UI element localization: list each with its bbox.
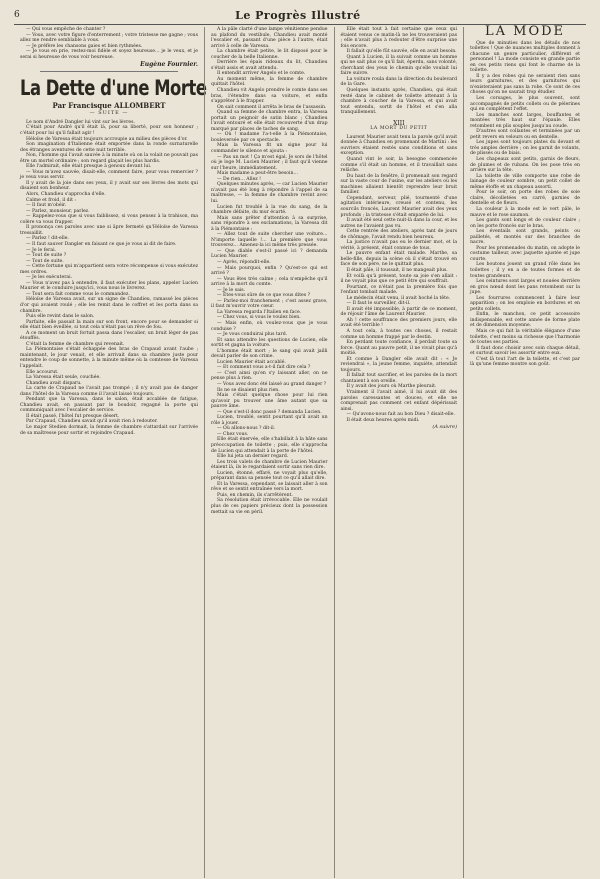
chapter-title: LA MORT DU PETIT: [370, 126, 428, 132]
paragraph: — Parlez ! dit-elle.: [26, 236, 69, 242]
paragraph: — Vous avez donc été laissé au grand danger ?: [217, 382, 327, 387]
paragraph: Les jupes sont toujours plates du devant et très amples derrière ; on les garnit de volants, de plissés ou de biais.: [470, 140, 580, 157]
divider: [40, 71, 178, 72]
paragraph: Les éventails sont grands, peints ou pailletés, et montés sur des branches de nacre.: [470, 229, 580, 246]
paragraph: Il avait été seul cette nuit-là dans la cour, et les autres ne l'avaient pas vu.: [340, 218, 458, 229]
paragraph: — Et comment vous a-t-il fait dire cela ?: [217, 365, 311, 371]
paragraph: Enfin, le manchon, ce petit accessoire indispensable, est cette année de forme plate et de dimension moyenne.: [470, 312, 580, 329]
paragraph: Les corsages, le plus souvent, sont accompagnés de petits collets ou de pèlerines qui en complètent l'effet.: [470, 96, 580, 113]
paragraph: Derrière les épais rideaux du lit, Chandieu s'était assis et avait attendu.: [211, 60, 328, 71]
paragraph: L'homme était mort ; le sang qui avait jailli devait parler de son crime.: [211, 348, 328, 360]
paragraph: Ils ne se disaient plus rien.: [217, 387, 280, 393]
paragraph: La Varessa regarda l'Italien en face.: [217, 309, 302, 315]
paragraph: — Tout de suite.: [26, 258, 64, 264]
paragraph: Il prononça ces paroles avec une si âpre fermeté qu'Héloïse de Varessa tressaillit.: [20, 225, 198, 236]
paragraph: Il était deux heures après midi.: [346, 417, 420, 423]
paragraph: — Vous n'avez pas à entendre, il faut exécuter les plans, appeler Lucien Maurier et le conduire jusqu'ici, vous nous le livrerez.: [20, 280, 198, 292]
paragraph: C'était la femme de chambre qui revenait.: [26, 341, 125, 347]
paragraph: A ce moment un bruit fortuit passa dans l'escalier, un bruit léger de pas étouffés.: [20, 330, 198, 342]
paragraph: — Je le sais.: [217, 287, 246, 293]
paragraph: A tout cela, à toutes ces choses, il restait comme un homme frappé par le destin.: [340, 328, 458, 340]
column-2: [204, 27, 334, 878]
paragraph: — Mais enfin, où voulez-vous que je vous conduise ?: [211, 320, 328, 332]
paragraph: Le médecin était venu, il avait hoché la tête.: [346, 295, 451, 301]
paragraph: Les manches sont larges, bouffantes et montées très haut sur l'épaule. Elles retombent en plis souples jusqu'au coude.: [470, 112, 580, 129]
paragraph: — Après, répondit-elle.: [217, 259, 271, 265]
paragraph: Pour les promenades du matin, on adopte le costume tailleur, avec jaquette ajustée et jupe courte.: [470, 245, 580, 262]
article-columns: [14, 24, 586, 878]
paragraph: Pendant que la Varessa, dans le salon, était accablée de fatigue, Chandieu avait, en passant par le boudoir, regagné la porte qui communiquait avec l'escalier de service.: [20, 397, 198, 414]
paragraph: Du haut de la fenêtre, il promenait son regard sur la vaste cour de l'usine, sur les ateliers où les machines allaient bientôt reprendre leur bruit familier.: [340, 173, 458, 196]
intro-text: [20, 27, 198, 60]
paragraph: Elle était tout à fait certaine que ceux qui étaient venus ce matin-là ne les trouveraient pas ; elle n'avait plus à redouter d'être surprise une fois encore.: [340, 27, 458, 49]
paragraph: — Où ! madame l'a-t-elle à la Piémontaise, bouleversée par ce spectacle.: [211, 132, 328, 143]
paragraph: — Tout de suite ?: [26, 253, 67, 259]
paragraph: — Il faut sauver Dangler en faisant ce que je vous ai dit de faire.: [26, 241, 177, 247]
paragraph: Les boutons jouent un grand rôle dans les toilettes ; il y en a de toutes formes et de toutes grandeurs.: [470, 262, 580, 279]
paragraph: Chandieu avait disparu.: [26, 380, 82, 386]
paragraph: Chandieu vit Angelo prendre le comte dans ses bras, l'étendre dans sa voiture, et enfin s'apprêter à le frapper.: [211, 88, 328, 105]
paragraph: Mais sans prêter d'attention à sa surprise, sans répondre à ses exclamations, la Varessa dit à la Piémontaise :: [211, 215, 328, 232]
paragraph: Il faut donc choisir avec soin chaque détail, et surtout savoir les assortir entre eux.: [470, 345, 580, 357]
paragraph: — Vous, avec votre figure d'enterrement ; votre tristesse me gagne ; vous allez me rendre semblable à vous.: [20, 32, 198, 44]
paragraph: Il entendit arriver Angelo et le comte.: [217, 71, 306, 77]
paragraph: Elle lui jeta un dernier regard.: [217, 454, 289, 460]
paragraph: Le pauvre enfant était malade. Marthe, sa belle-fille, depuis la scène où il s'était trouvé en face de son père, ne le quittait plus.: [340, 251, 458, 268]
paragraph: — Allez tout de suite chercher une voiture… N'importe laquelle !… La première que vous trouverez… Amenez-la ici même très pressée.: [211, 232, 328, 249]
paragraph: Lucien, troublé, sentit pourtant qu'il avait un rôle à jouer.: [211, 415, 328, 426]
paragraph: Héloïse de Varessa avait, sur un signe de Chandieu, ramassé les pièces d'or qui avaient roulé ; elle les remit dans le coffret et les porta dans sa chambre.: [20, 297, 198, 314]
paragraph: — Où allons-nous ? dit-il.: [217, 426, 276, 432]
paragraph: — Que diable s'est-il passé ici ? demanda Lucien Maurier.: [211, 248, 328, 260]
paragraph: — Mais pourquoi, enfin ? Qu'est-ce qui est arrivé ?: [211, 265, 328, 277]
paragraph: Quelques instants après, Chandieu, qui était resté dans le cabinet de toilette attenant à la chambre à coucher de la Varessa, et qui avait tout entendu, sortit de l'hôtel et s'en alla tranquillement.: [340, 88, 458, 116]
paragraph: Et sans attendre les questions de Lucien, elle sortit et gagna la voiture.: [211, 337, 328, 349]
page-header: [14, 6, 586, 25]
paragraph: La Piémontaise s'était échappée des bras de Crapaud avant l'aube ; maintenant, le jour venait, et elle arrivait dans sa chambre juste pour entendre le coup de sonnette, à la minute même où la comtesse de Varessa l'appelait.: [20, 347, 198, 369]
paragraph: Il y avait de la joie dans ses yeux, il y avait sur ses lèvres des mots qui disaient son bonheur.: [20, 180, 198, 192]
paragraph: Par Crapaud, Chandieu savait qu'il avait rien à redouter.: [26, 419, 158, 425]
paragraph: La justice n'avait pas eu le dernier mot, et la vérité, à présent, était connue de tous.: [340, 240, 458, 251]
page-number: 6: [14, 10, 20, 20]
author-signature: Eugène Fournier.: [140, 61, 198, 69]
paragraph: On sait comment il arrêta le bras de l'assassin.: [217, 104, 327, 110]
paragraph: Que de minuties dans les détails de nos toilettes ! Que de nuances multiples donnent à chacune un genre particulier, différent et personnel ! La mode consiste en grande partie en ces petits riens qui font le charme de la toilette.: [470, 40, 580, 74]
paragraph: Il fallait qu'elle fût sauvée, elle en avait besoin.: [346, 49, 457, 55]
paragraph: Mais madame a peut-être besoin…: [217, 171, 298, 177]
paragraph: — Pas un mot ! Ça m'est égal. Je sors de l'hôtel où je loge M. Lucien Maurier ; il faut qu'il vienne sur l'heure, immédiatement.: [211, 154, 328, 171]
serial-body-continued: [211, 27, 328, 515]
paragraph: Et la Varessa, cependant, se laissait aller à son rêve et se sentit entraînée vers la mort.: [211, 481, 328, 493]
paragraph: Quand vint le soir, la besogne commencée comme s'il était un homme, et il travaillait sans relâche.: [340, 157, 458, 174]
paragraph: Alors, Chandieu s'approcha d'elle.: [26, 192, 106, 198]
paragraph: Elle accourut.: [26, 369, 59, 375]
paragraph: La Varessa était seule, couchée.: [26, 375, 101, 381]
paragraph: Mais c'était quelque chose pour lui rien qu'avoir pu trouver une âme autant que sa pauvre âme.: [211, 393, 328, 410]
paragraph: Parfaite, elle passait la main sur son front, encore pour se demander si elle était bien éveillée, si tout cela n'était pas un rêve de fou.: [20, 319, 198, 331]
paragraph: — Chez vous, si vous le voulez bien.: [217, 315, 301, 321]
serial-title: La Dette d'une Morte: [20, 75, 207, 100]
paragraph: C'était pour André qu'il était là, pour sa liberté, pour son honneur ; c'était pour lui qu'il fallait agir !: [20, 125, 198, 137]
paragraph: Lucien, étonné, effaré, ne voyait plus qu'elle, préparant dans sa pensée tout ce qu'il allait dire.: [211, 470, 328, 482]
serial-suite: — SUITE —: [89, 110, 129, 117]
column-3: [334, 27, 464, 878]
paragraph: La carte de Crapaud ne l'avait pas trompé ; il n'y avait pas de danger dans l'hôtel de la Varessa comme il l'avait laissé toujours.: [20, 386, 198, 397]
paragraph: Pourtant, ce n'était pas la première fois que l'enfant tombait malade.: [340, 284, 458, 296]
paragraph: Non, l'homme qui l'avait sauvée à la minute où on la volait ne pouvait pas être un mortel ordinaire ; son regard glaçait les plus hardis.: [20, 153, 198, 164]
paragraph: — Chez vous.: [217, 431, 249, 437]
paragraph: Les gants sont longs et de couleur claire ; on les porte froncés sur le bras.: [470, 218, 580, 229]
paragraph: — De rien… Allez !: [217, 176, 262, 182]
serial-body-end-chapter: [341, 27, 458, 116]
paragraph: La chambre était petite, le lit disposé pour le coucher de la belle Italienne.: [211, 49, 328, 60]
paragraph: — Je les exécuterai.: [26, 275, 73, 281]
paragraph: Puis elle revint dans le salon.: [26, 314, 95, 320]
paragraph: — Que s'est-il donc passé ? demanda Lucien.: [217, 409, 322, 415]
paragraph: Mais ce qui fait la véritable élégance d'une toilette, c'est moins sa richesse que l'harmonie de toutes ses parties.: [470, 328, 580, 346]
fashion-body: [470, 41, 580, 368]
paragraph: Héloïse de Varessa était toujours accroupie au milieu des pièces d'or.: [26, 136, 188, 142]
paragraph: — Rappelez-vous que si vous faiblissez, si vous pensez à la trahison, ma colère va vous frapper.: [20, 214, 198, 225]
paragraph: — Tout sera fait comme vous le commandez.: [26, 291, 130, 297]
paragraph: — Qui vous empêche de chanter ?: [26, 27, 106, 32]
paragraph: Son imagination d'Italienne était emportée dans la ronde surnaturelle des étranges aventures de cette nuit terrible.: [20, 142, 198, 153]
paragraph: — Il faut m'obéir.: [26, 203, 67, 209]
paragraph: Quelques minutes après, — car Lucien Maurier n'avait pas été long à répondre à l'appel de sa maîtresse, — la femme de chambre revint avec lui.: [211, 182, 328, 204]
paragraph: Vraiment il l'avait aimé, il lui avait dit des paroles caressantes et douces, et elle ne comprenait pas comment cet enfant dépérissait ainsi.: [340, 390, 458, 412]
paragraph: Lucien Maurier était accablé.: [217, 359, 286, 365]
paragraph: Cependant, serveur, plié, tourmenté d'une agitation intérieure, creusé et contenu, les sourcils froncés, Laurent Maurier avait des yeux profonds ; la tristesse s'était emparée de lui.: [340, 195, 458, 218]
paragraph: — Il faut le surveiller, dit-il.: [346, 301, 411, 307]
paragraph: Il avait été impossible, à partir de ce moment, de réjouir l'âme de Laurent Maurier.: [340, 306, 458, 318]
paragraph: La toilette de ville comporte une robe de lainage de couleur sombre, un petit collet de même étoffe et un chapeau assorti.: [470, 173, 580, 190]
paragraph: La couleur à la mode est le vert pâle, le mauve et le rose saumon.: [470, 206, 580, 218]
paragraph: Sa résolution était irrévocable. Elle ne voulait plus de ces papiers précieux dont la possession mettait sa vie en péril.: [211, 498, 328, 515]
newspaper-title: Le Progrès Illustré: [235, 8, 361, 22]
paragraph: C'est là tout l'art de la toilette, et c'est par là qu'une femme montre son goût.: [470, 356, 580, 368]
paragraph: — Qu'avons-nous fait au bon Dieu ? disait-elle.: [346, 412, 455, 418]
serial-byline: Par Francisque ALLOMBERT: [52, 100, 166, 110]
paragraph: Mais la Varessa fit un signe pour lui commander le silence et ajouta :: [211, 143, 328, 155]
paragraph: Cette rentrée des ateliers, après tant de jours de chômage, l'avait rendu bien heureux.: [340, 229, 458, 240]
paragraph: La voiture roula dans la direction du boulevard de la Gare.: [340, 76, 458, 88]
paragraph: Quant à Lucien, il la suivait comme un homme qui ne sait plus ce qu'il fait, éperdu, sans volonté, cherchant des yeux le chemin qu'elle voulait lui faire suivre.: [340, 54, 458, 77]
paragraph: Elle l'admirait, elle était presque à genoux devant lui.: [26, 164, 152, 170]
paragraph: — Êtes-vous sûre de ce que vous dites ?: [217, 293, 311, 299]
paragraph: Les chapeaux sont petits, garnis de fleurs, de plumes et de rubans. On les pose très en arrière sur la tête.: [470, 157, 580, 174]
paragraph: Il était passé, l'hôtel fut presque désert.: [26, 413, 120, 419]
paragraph: Les fourrures commencent à faire leur apparition ; on les emploie en bordures et en petits collets.: [470, 295, 580, 312]
paragraph: Il y a des robes qui ne seraient rien sans leurs garnitures, et des garnitures qui n'existeraient pas sans la robe. Ce sont de ces choses qu'on ne saurait trop étudier.: [470, 73, 580, 96]
paragraph: Calme et froid, il dit :: [26, 197, 76, 203]
chapter-body: [341, 135, 458, 423]
paragraph: Laurent Maurier avait tenu la parole qu'il avait donnée à Chandieu en promenant de Martini : les ouvriers étaient restés sans conditions et sans exception.: [340, 134, 458, 157]
paragraph: D'autres sont collantes et terminées par un petit revers en velours ou en dentelle.: [470, 129, 580, 140]
paragraph: Quand sa femme de chambre entra, la Varessa portait un peignoir de satin blanc ; Chandieu l'avait entouré et elle était recouverte d'un drap marqué par places de taches de sang.: [211, 110, 328, 132]
paragraph: Elle était énervée, elle s'habillait à la hâte sans préoccupation de toilette ; puis, elle s'approcha de Lucien qui attendait à la porte de l'hôtel.: [211, 437, 328, 454]
paragraph: Puis, en chemin, ils s'arrêtèrent.: [217, 492, 293, 498]
paragraph: — Vous êtes très calme ; cela n'empêche qu'il arrive à la mort du comte.: [211, 276, 328, 288]
paragraph: Le nom d'André Dangler lui vint sur les lèvres.: [26, 119, 135, 125]
paragraph: Lucien fut troublé à la vue du sang, de la chambre défaite, du mur écarté.: [211, 204, 328, 216]
paragraph: Les ceintures sont larges et nouées derrière en gros nœud dont les pans retombent sur la jupe.: [470, 279, 580, 296]
paragraph: Il était pâle, il toussait, il ne mangeait plus.: [346, 267, 448, 273]
paragraph: Il fallait tout sacrifier, et les paroles de la mort chantaient à son oreille.: [340, 373, 458, 384]
paragraph: A la pâle clarté d'une lampe vénitienne pendue au plafond du vestibule, Chandieu avait monté l'escalier et, passant d'une pièce à l'autre, était arrivé à celle de Varessa.: [211, 27, 328, 49]
column-1: [14, 27, 207, 878]
paragraph: — Je vous conduirai plus tard.: [217, 332, 288, 338]
paragraph: — Cette fortune qui m'appartient sera votre récompense si vous exécutez mes ordres.: [20, 264, 198, 275]
paragraph: En perdant toute confiance, il perdait toute sa force. Quant au pauvre petit, il ne vivait plus qu'à moitié.: [340, 340, 458, 357]
paragraph: Et comme à Dangler elle avait dit : « Je reviendrai », la jeune femme, inquiète, attendait toujours.: [340, 356, 458, 373]
paragraph: — Je préfère les chansons gaies et bien rythmées.: [26, 43, 143, 49]
paragraph: Il y avait des jours où Marthe pleurait.: [346, 384, 437, 390]
paragraph: Ah ! cette souffrance des premiers jours, elle avait été terrible !: [340, 317, 458, 329]
paragraph: Les trois valets de chambre de Lucien Maurier étaient là, ils le regardaient sortir sans rien dire.: [211, 459, 328, 471]
paragraph: Au moment même, la femme de chambre quittait l'hôtel.: [211, 76, 328, 88]
paragraph: Et voilà qu'à présent, toute sa joie s'en allait : il ne voyait plus que ce petit être qui souffrait.: [340, 273, 458, 285]
paragraph: — C'est ainsi qu'en s'y laissant aller, on ne pense plus à rien.: [211, 370, 328, 382]
serial-body: [20, 120, 198, 436]
to-be-continued: (A suivre): [432, 424, 458, 431]
paragraph: — Parlez, monsieur, parlez.: [26, 208, 90, 214]
paragraph: — Je le ferai.: [26, 247, 57, 253]
column-4: [463, 24, 586, 878]
paragraph: — Vous m'avez sauvée, disait-elle, comment faire, pour vous remercier ? je veux vous servir.: [20, 169, 198, 181]
chapter-number: XIII: [393, 119, 405, 127]
paragraph: — Je vous en prie, restez-moi fidèle et soyez heureuse… je le veux, et je serai si heureuse de vous voir heureuse.: [20, 49, 198, 60]
paragraph: Le major Stedien dormait, la femme de chambre s'attardait sur l'arrivée de sa maîtresse pour sortir et rejoindre Crapaud.: [20, 425, 198, 436]
paragraph: — Parlez-moi franchement ; c'est assez grave, il faut m'ouvrir votre cœur.: [211, 298, 328, 310]
section-title: LA MODE: [485, 24, 566, 39]
paragraph: Pour le soir, on porte des robes de soie claire, décolletées en carré, garnies de dentelle et de fleurs.: [470, 190, 580, 207]
